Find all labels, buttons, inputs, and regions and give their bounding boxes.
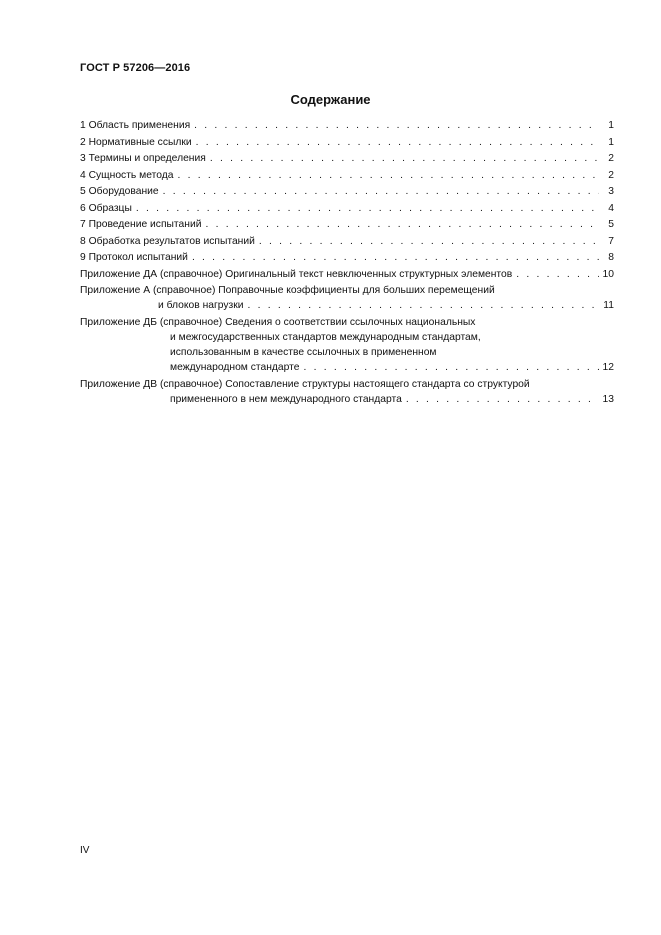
toc-entry-label: 9 Протокол испытаний [80,252,188,263]
toc-entry-page: 2 [608,169,614,181]
toc-entry-label: 2 Нормативные ссылки [80,136,192,148]
toc-entry-label: 3 Термины и определения [80,153,206,164]
appendix-title-line: примененного в нем международного стандарта [170,394,402,405]
toc-entry-6[interactable] [80,201,614,218]
toc-entry-label: 1 Область применения [80,120,191,131]
appendix-page: 10 [602,268,614,280]
dot-leader [192,250,599,267]
toc-entry-label: 5 Оборудование [80,186,159,197]
page-title: Содержание [290,92,371,107]
table-of-contents [80,118,614,407]
dot-leader [136,201,599,218]
appendix-title-line: Приложение ДБ (справочное) Сведения о соответствии ссылочных национальных [80,317,476,328]
dot-leader [516,267,599,284]
toc-appendix-dv[interactable] [80,377,614,407]
toc-entry-label: 6 Образцы [80,202,132,214]
dot-leader [177,168,599,185]
toc-entry-label: 4 Сущность метода [80,169,174,181]
toc-entry-page: 1 [608,136,614,148]
dot-leader [406,392,599,407]
toc-entry-page: 4 [608,202,614,214]
toc-entry-7[interactable] [80,217,614,234]
toc-entry-page: 2 [608,153,614,164]
document-header: ГОСТ Р 57206—2016 [80,62,191,74]
toc-entry-label: 7 Проведение испытаний [80,219,202,230]
appendix-title-line: Приложение ДВ (справочное) Сопоставление структуры настоящего стандарта со структурой [80,379,530,390]
toc-entry-page: 5 [608,219,614,230]
appendix-page: 12 [602,362,614,373]
toc-entry-5[interactable] [80,184,614,201]
toc-entry-page: 3 [608,186,614,197]
appendix-title-line: использованным в качестве ссылочных в примененном [170,347,437,358]
dot-leader [205,217,599,234]
appendix-title-line: Приложение А (справочное) Поправочные коэффициенты для больших перемещений [80,285,495,296]
toc-appendix-a[interactable] [80,283,614,313]
toc-entry-2[interactable] [80,135,614,152]
appendix-title-line: международном стандарте [170,362,300,373]
toc-entry-8[interactable] [80,234,614,251]
toc-appendix-da[interactable] [80,267,614,284]
appendix-label: Приложение ДА (справочное) Оригинальный текст невключенных структурных элементов [80,268,513,280]
toc-entry-page: 7 [608,235,614,247]
toc-entry-3[interactable] [80,151,614,168]
appendix-title-line: и межгосударственных стандартов международным стандартам, [170,332,481,343]
appendix-page: 13 [602,394,614,405]
dot-leader [259,234,599,251]
page-number: IV [80,845,90,856]
toc-entry-1[interactable] [80,118,614,135]
toc-entry-page: 8 [608,252,614,263]
toc-entry-label: 8 Обработка результатов испытаний [80,235,255,247]
appendix-title-line: и блоков нагрузки [158,300,244,311]
dot-leader [247,298,599,313]
toc-entry-9[interactable] [80,250,614,267]
dot-leader [163,184,599,201]
toc-entry-page: 1 [608,120,614,131]
dot-leader [194,118,599,135]
dot-leader [303,360,599,375]
toc-entry-4[interactable] [80,168,614,185]
toc-appendix-db[interactable] [80,315,614,375]
dot-leader [210,151,599,168]
dot-leader [196,135,599,152]
appendix-page: 11 [603,300,614,311]
